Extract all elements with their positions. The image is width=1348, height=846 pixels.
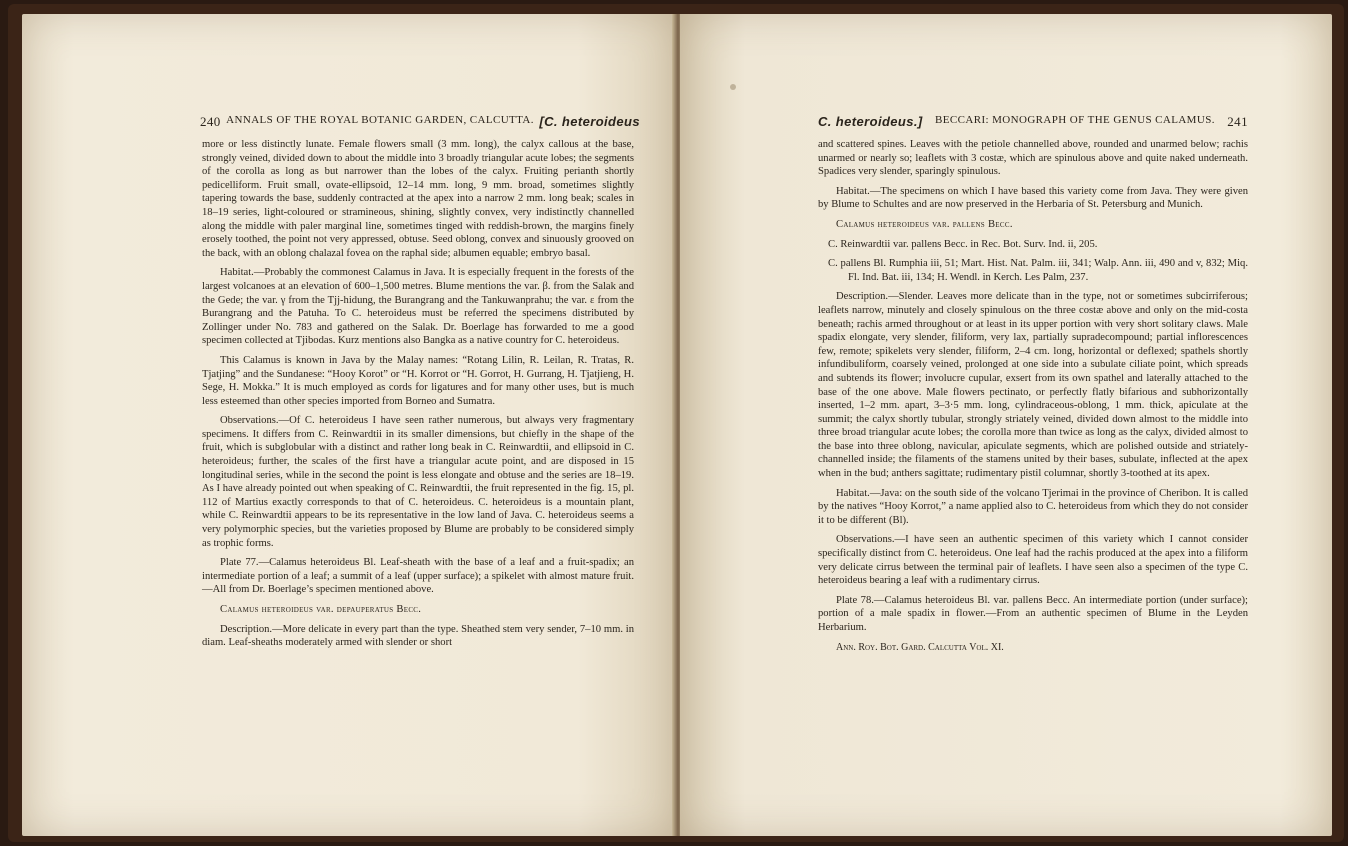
paragraph: Description.—Slender. Leaves more delicate than in the type, not or sometimes subcirriferous; leaflets narrow, minutely and closely spinulous on the three costæ above and only on the mid-costa beneath; rachis armed throughout or at least in its upper portion with very short solitary claws. Male spadix elongate, very slender, filiform, very lax, partially supradecompound; partial inflorescences few, remote; spikelets very slender, filiform, 2–4 cm. long, horizontal or deflexed; spathels shortly infundibuliform, coarsely veined, prolonged at one side into a subulate ciliate point, which spreads and subtends its flower; involucre cupular, exsert from its own spathel and laterally attached to the base of the one above. Male flowers pectinato, or perfectly flatly bifarious and subhorizontally inserted, 1–2 mm. apart, 3–3·5 mm. long, cylindraceous-oblong, 1 mm. thick, apiculate at the summit; the calyx shortly tubular, strongly striately veined, divided down almost to the middle into three broad triangular acute lobes; the corolla more than twice as long as the calyx, divided almost to the base into three oblong, navicular, apiculate segments, which are polished outside and striately-channelled inside; the filaments of the stamens united by their bases, subulate, inflected at the apex when in the bud; anthers sagittate; rudimentary pistil columnar, shortly 3-toothed at its apex. [818, 291, 1248, 480]
right-page-number: 241 [1227, 114, 1248, 129]
right-running-title: C. heteroideus.] [818, 114, 923, 129]
paragraph: Habitat.—Probably the commonest Calamus in Java. It is especially frequent in the forests of the largest volcanoes at an elevation of 600–1,500 metres. Blume mentions the var. β. from the Salak and the Gede; the var. γ from the Tjj-hidung, the Burangrang and the Tankuwanprahu; the var. ε from the Burangrang and the Patuha. To C. heteroideus must be referred the specimens distributed by Zollinger under No. 783 and gathered on the Salak. Dr. Boerlage has forwarded to me a good specimen collected at Tjibodas. Kurz mentions also Bangka as a native country for C. heteroideus. [202, 267, 634, 347]
left-page [22, 14, 676, 836]
left-body-text [202, 138, 634, 656]
left-page-number: 240 [200, 114, 221, 129]
synonym-citation: C. pallens Bl. Rumphia iii, 51; Mart. Hist. Nat. Palm. iii, 341; Walp. Ann. iii, 490 and v, 832; Miq. Fl. Ind. Bat. iii, 134; H. Wendl. in Kerch. Les Palm, 237. [828, 258, 1248, 283]
paragraph: Plate 78.—Calamus heteroideus Bl. var. pallens Becc. An intermediate portion (under surface); portion of a male spadix in flower.—From an authentic specimen of Blume in the Leyden Herbarium. [818, 594, 1248, 633]
paper-blemish [730, 84, 736, 90]
page-footer: Ann. Roy. Bot. Gard. Calcutta Vol. XI. [836, 641, 1004, 653]
paragraph: This Calamus is known in Java by the Malay names: “Rotang Lilin, R. Leilan, R. Tratas, R. Tjatjing” and the Sundanese: “Hooy Korot” or “H. Korrot or “H. Gorrot, H. Gurrang, H. Tjatjieng, H. Sege, H. Mokka.” It is much employed as cords for ligatures and for many other uses, but is much less esteemed than other species imported from Borneo and Sumatra. [202, 354, 634, 407]
left-running-head: ANNALS OF THE ROYAL BOTANIC GARDEN, CALCUTTA. [226, 114, 534, 126]
section-heading: Calamus heteroideus var. depauperatus Becc. [220, 604, 422, 615]
synonym-citation: C. Reinwardtii var. pallens Becc. in Rec. Bot. Surv. Ind. ii, 205. [828, 238, 1098, 250]
right-running-head: BECCARI: MONOGRAPH OF THE GENUS CALAMUS. [935, 114, 1215, 126]
paragraph: more or less distinctly lunate. Female flowers small (3 mm. long), the calyx callous at the base, strongly veined, divided down to about the middle into 3 broadly triangular acute lobes; the segments of the corolla as long as but narrower than the lobes of the calyx. Fruiting perianth shortly pedicelliform. Fruit small, ovate-ellipsoid, 12–14 mm. long, 9 mm. broad, sometimes slightly tapering towards the base, suddenly contracted at the apex into a narrow 2 mm. long beak; scales in 18–19 series, light-coloured or stramineous, shining, slightly convex, very indistinctly channelled along the middle with paler marginal line, sometimes tinged with reddish-brown, the margins finely erosely toothed, the point not very appressed, obtuse. Seed oblong, convex and sinuously grooved on the back, with an oblong chalazal fovea on the raphal side; albumen equable; embryo basal. [202, 139, 634, 259]
paragraph: Plate 77.—Calamus heteroideus Bl. Leaf-sheath with the base of a leaf and a fruit-spadix; an intermediate portion of a leaf; a summit of a leaf (upper surface); a spikelet with almost mature fruit.—All from Dr. Boerlage’s specimen mentioned above. [202, 557, 634, 596]
paragraph: Observations.—I have seen an authentic specimen of this variety which I cannot consider specifically distinct from C. heteroideus. One leaf had the rachis produced at the apex into a filiform very delicate cirrus between the terminal pair of leaflets. I have seen also a specimen of the type C. heteroideus bearing a leaf with a rudimentary cirrus. [818, 534, 1248, 587]
paragraph: Habitat.—Java: on the south side of the volcano Tjerimai in the province of Cheribon. It is called by the natives “Hooy Korrot,” a name applied also to C. heteroideus from which they do not consider it to be different (Bl). [818, 487, 1248, 526]
paragraph: Description.—More delicate in every part than the type. Sheathed stem very sender, 7–10 mm. in diam. Leaf-sheaths moderately armed with slender or short [202, 623, 634, 649]
paragraph: Observations.—Of C. heteroideus I have seen rather numerous, but always very fragmentary specimens. It differs from C. Reinwardtii in its smaller dimensions, but chiefly in the shape of the fruit, which is subglobular with a distinct and rather long beak in C. Reinwardtii, and ellipsoid in C. heteroideus; further, the scales of the first have a triangular acute point, and are disposed in 15 longitudinal series, while in the second the point is less elongate and obtuse and the series are 18–19. As I have already pointed out when speaking of C. Reinwardtii, the fruit represented in the fig. 15, pl. 112 of Martius exactly corresponds to that of C. heteroideus. C. heteroideus is a mountain plant, while C. Reinwardtii appears to be its representative in the low land of Java. C. heteroideus seems a very polymorphic species, but the varieties proposed by Blume are probably to be considered simply as trophic forms. [202, 415, 634, 549]
right-running-header [818, 114, 1248, 130]
right-page [680, 14, 1332, 836]
left-running-header [200, 114, 640, 130]
section-heading: Calamus heteroideus var. pallens Becc. [836, 218, 1013, 230]
paragraph: and scattered spines. Leaves with the petiole channelled above, rounded and unarmed below; rachis unarmed or nearly so; leaflets with 3 costæ, which are spinulous above and quite naked underneath. Spadices very slender, sparingly spinulous. [818, 139, 1248, 178]
paragraph: Habitat.—The specimens on which I have based this variety come from Java. They were given by Blume to Schultes and are now preserved in the Herbaria of St. Petersburg and Munich. [818, 185, 1248, 211]
left-running-title: [C. heteroideus [539, 114, 640, 129]
book-spread [8, 4, 1344, 842]
right-body-text [818, 138, 1248, 660]
